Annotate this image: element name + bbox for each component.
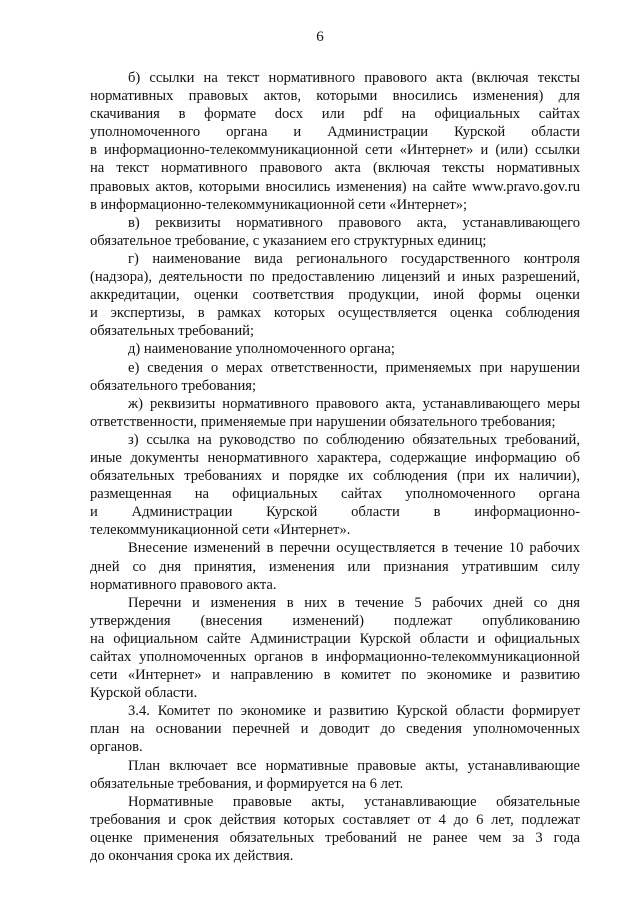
paragraph-assessment: [90, 793, 580, 865]
text-line: иные документы ненормативного характера, содержащие информацию об: [90, 449, 580, 466]
text-line: обязательные требования, и формируется на 6 лет.: [90, 775, 404, 792]
text-line: Нормативные правовые акты, устанавливающие обязательные: [128, 793, 580, 810]
text-line: в информационно-телекоммуникационной сети «Интернет» и (или) ссылки: [90, 142, 580, 159]
paragraph-g: [90, 250, 580, 340]
text-line: требования и срок действия которых составляет от 4 до 6 лет, подлежат: [90, 811, 580, 828]
text-line: ответственности, применяемые при нарушении обязательного требования;: [90, 413, 556, 430]
text-line: и экспертизы, в рамках которых осуществляется оценка соблюдения: [90, 305, 580, 322]
paragraph-b: [90, 69, 580, 214]
text-line: д) наименование уполномоченного органа;: [128, 341, 395, 358]
text-line: з) ссылка на руководство по соблюдению обязательных требований,: [128, 431, 580, 448]
text-line: обязательных требований;: [90, 323, 255, 340]
paragraph-v: [90, 214, 580, 250]
text-line: нормативных правовых актов, которыми вносились изменения) для: [90, 88, 580, 105]
paragraph-p3_4: [90, 702, 580, 756]
text-line: План включает все нормативные правовые акты, устанавливающие: [128, 757, 580, 774]
page-number: 6: [316, 29, 324, 45]
text-line: правовых актов, которыми вносились изменения) на сайте www.pravo.gov.ru: [90, 178, 580, 195]
text-line: в) реквизиты нормативного правового акта, устанавливающего: [128, 214, 580, 231]
text-line: нормативного правового акта.: [90, 576, 277, 593]
text-line: б) ссылки на текст нормативного правового акта (включая тексты: [128, 70, 580, 86]
text-line: дней со дня принятия, изменения или признания утратившим силу: [90, 558, 580, 575]
text-line: и Администрации Курской области в информационно-: [90, 504, 580, 521]
text-line: на официальном сайте Администрации Курской области и официальных: [90, 630, 580, 647]
text-line: г) наименование вида регионального государственного контроля: [128, 250, 580, 267]
text-line: утверждения (внесения изменений) подлежат опубликованию: [90, 612, 580, 629]
text-line: ж) реквизиты нормативного правового акта, устанавливающего меры: [128, 395, 580, 412]
text-line: скачивания в формате docx или pdf на официальных сайтах: [90, 106, 580, 123]
paragraph-publication: [90, 594, 580, 703]
text-line: е) сведения о мерах ответственности, применяемых при нарушении: [128, 359, 580, 376]
text-line: обязательных требованиях и порядке их соблюдения (при их наличии),: [90, 468, 580, 485]
text-line: обязательное требование, с указанием его структурных единиц;: [90, 232, 487, 249]
text-line: органов.: [90, 739, 143, 756]
text-line: 3.4. Комитет по экономике и развитию Курской области формирует: [128, 703, 580, 720]
paragraph-z: [90, 431, 580, 540]
text-line: аккредитации, оценки соответствия продукции, иной формы оценки: [90, 287, 580, 304]
text-line: сайтах уполномоченных органов в информационно-телекоммуникационной: [90, 649, 580, 665]
text-line: сети «Интернет» и направлению в комитет по экономике и развитию: [90, 667, 580, 684]
text-line: размещенная на официальных сайтах уполномоченного органа: [90, 486, 580, 503]
text-line: (надзора), деятельности по предоставлению лицензий и иных разрешений,: [90, 269, 580, 286]
text-line: на текст нормативного правового акта (включая тексты нормативных: [90, 160, 580, 177]
paragraph-zh: [90, 395, 580, 431]
text-line: до окончания срока их действия.: [90, 848, 294, 865]
text-line: телекоммуникационной сети «Интернет».: [90, 522, 351, 539]
text-line: Внесение изменений в перечни осуществляется в течение 10 рабочих: [128, 540, 580, 557]
text-line: в информационно-телекоммуникационной сети «Интернет»;: [90, 196, 468, 213]
text-line: оценке применения обязательных требований не ранее чем за 3 года: [90, 829, 580, 846]
text-line: Перечни и изменения в них в течение 5 рабочих дней со дня: [128, 594, 580, 611]
text-line: Курской области.: [90, 685, 198, 702]
text-line: уполномоченного органа и Администрации Курской области: [90, 124, 580, 141]
document-body: [90, 69, 580, 865]
paragraph-e: [90, 359, 580, 395]
text-line: обязательного требования;: [90, 377, 257, 394]
paragraph-plan: [90, 757, 580, 793]
paragraph-d: [90, 340, 580, 358]
text-line: план на основании перечней и доводит до сведения уполномоченных: [90, 721, 580, 738]
paragraph-changes: [90, 539, 580, 593]
